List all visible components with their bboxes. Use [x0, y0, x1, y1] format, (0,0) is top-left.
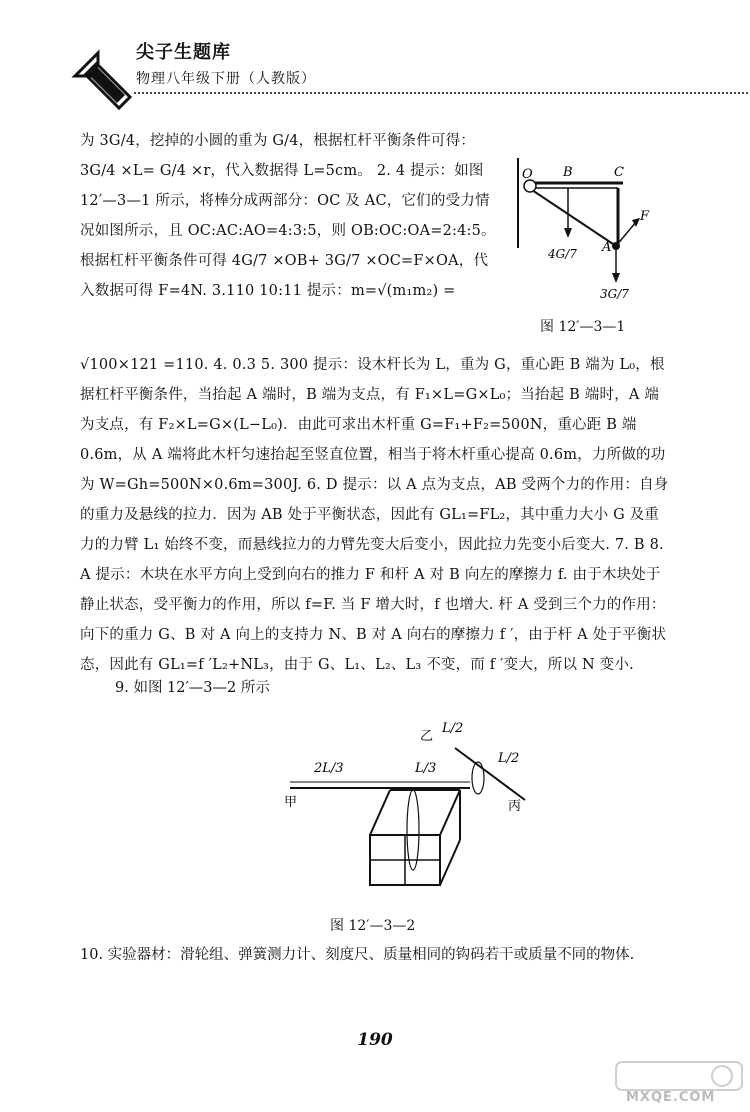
- figure-block-rod-diagram: [270, 710, 570, 900]
- label-4G7: 4G/7: [548, 247, 577, 261]
- label-A: A: [602, 240, 612, 255]
- label-O: O: [522, 167, 533, 182]
- answer-paragraph-1: 为 3G/4，挖掉的小圆的重为 G/4，根据杠杆平衡条件可得：3G/4 ×L= G/4 ×r，代入数据得 L=5cm。 2. 4 提示：如图 12′—3—1 所示，将棒分成两部分：OC 及 AC，它们的受力情况如图所示，且 OC:AC:AO=4:3:5，则 OB:OC:OA=2:4:5。根据杠杆平衡条件可得 4G/7 ×OB+ 3G/7 ×OC=F×OA，代入数据可得 F=4N. 3.110 10:11 提示：m=√(m₁m₂) =: [80, 133, 496, 299]
- label-yi: 乙: [420, 729, 434, 744]
- figure-2-caption: 图 12′—3—2: [330, 918, 416, 934]
- label-jia: 甲: [284, 795, 298, 810]
- label-bing: 丙: [508, 799, 522, 814]
- label-L2-right: L/2: [498, 751, 520, 766]
- figure-1-caption: 图 12′—3—1: [540, 319, 626, 335]
- figure-lever-diagram: [508, 158, 688, 328]
- answer-item-9: 9. 如图 12′—3—2 所示: [115, 680, 270, 696]
- answer-paragraph-2: √100×121 =110. 4. 0.3 5. 300 提示：设木杆长为 L，重为 G，重心距 B 端为 L₀，根据杠杆平衡条件，当抬起 A 端时，B 端为支点，有 F₁×L=G×L₀；当抬起 B 端时，A 端为支点，有 F₂×L=G×(L−L₀)．由此可求出木杆重 G=F₁+F₂=500N，重心距 B 端 0.6m，从 A 端将此木杆匀速抬起至竖直位置，相当于将木杆重心提高 0.6m，力所做的功为 W=Gh=500N×0.6m=300J. 6. D 提示：以 A 点为支点，AB 受两个力的作用：自身的重力及悬线的拉力．因为 AB 处于平衡状态，因此有 GL₁=FL₂，其中重力大小 G 及重力的力臂 L₁ 始终不变，而悬线拉力的力臂先变大后变小，因此拉力先变小后变大. 7. B 8. A 提示：木块在水平方向上受到向右的推力 F 和杆 A 对 B 向左的摩擦力 f. 由于木块处于静止状态，受平衡力的作用，所以 f=F. 当 F 增大时，f 也增大. 杆 A 受到三个力的作用：向下的重力 G、B 对 A 向上的支持力 N、B 对 A 向右的摩擦力 f ′，由于杆 A 处于平衡状态，因此有 GL₁=f ′L₂+NL₃，由于 G、L₁、L₂、L₃ 不变，而 f ′变大，所以 N 变小.: [80, 357, 669, 673]
- label-L3: L/3: [415, 761, 437, 776]
- header-divider: [134, 92, 748, 94]
- label-B: B: [563, 165, 573, 180]
- label-2L3: 2L/3: [314, 761, 344, 776]
- answer-item-10: 10. 实验器材：滑轮组、弹簧测力计、刻度尺、质量相同的钩码若干或质量不同的物体.: [80, 947, 635, 963]
- label-3G7: 3G/7: [600, 287, 629, 301]
- watermark-text: MXQE.COM: [626, 1090, 716, 1105]
- series-title: 尖子生题库: [136, 42, 231, 63]
- page-number: 190: [357, 1030, 393, 1050]
- label-C: C: [614, 165, 624, 180]
- page-header: [70, 34, 710, 104]
- arrow-logo-icon: [70, 48, 140, 118]
- label-L2-top: L/2: [442, 721, 464, 736]
- book-title: 物理八年级下册（人教版）: [136, 71, 316, 87]
- label-F: F: [640, 209, 650, 224]
